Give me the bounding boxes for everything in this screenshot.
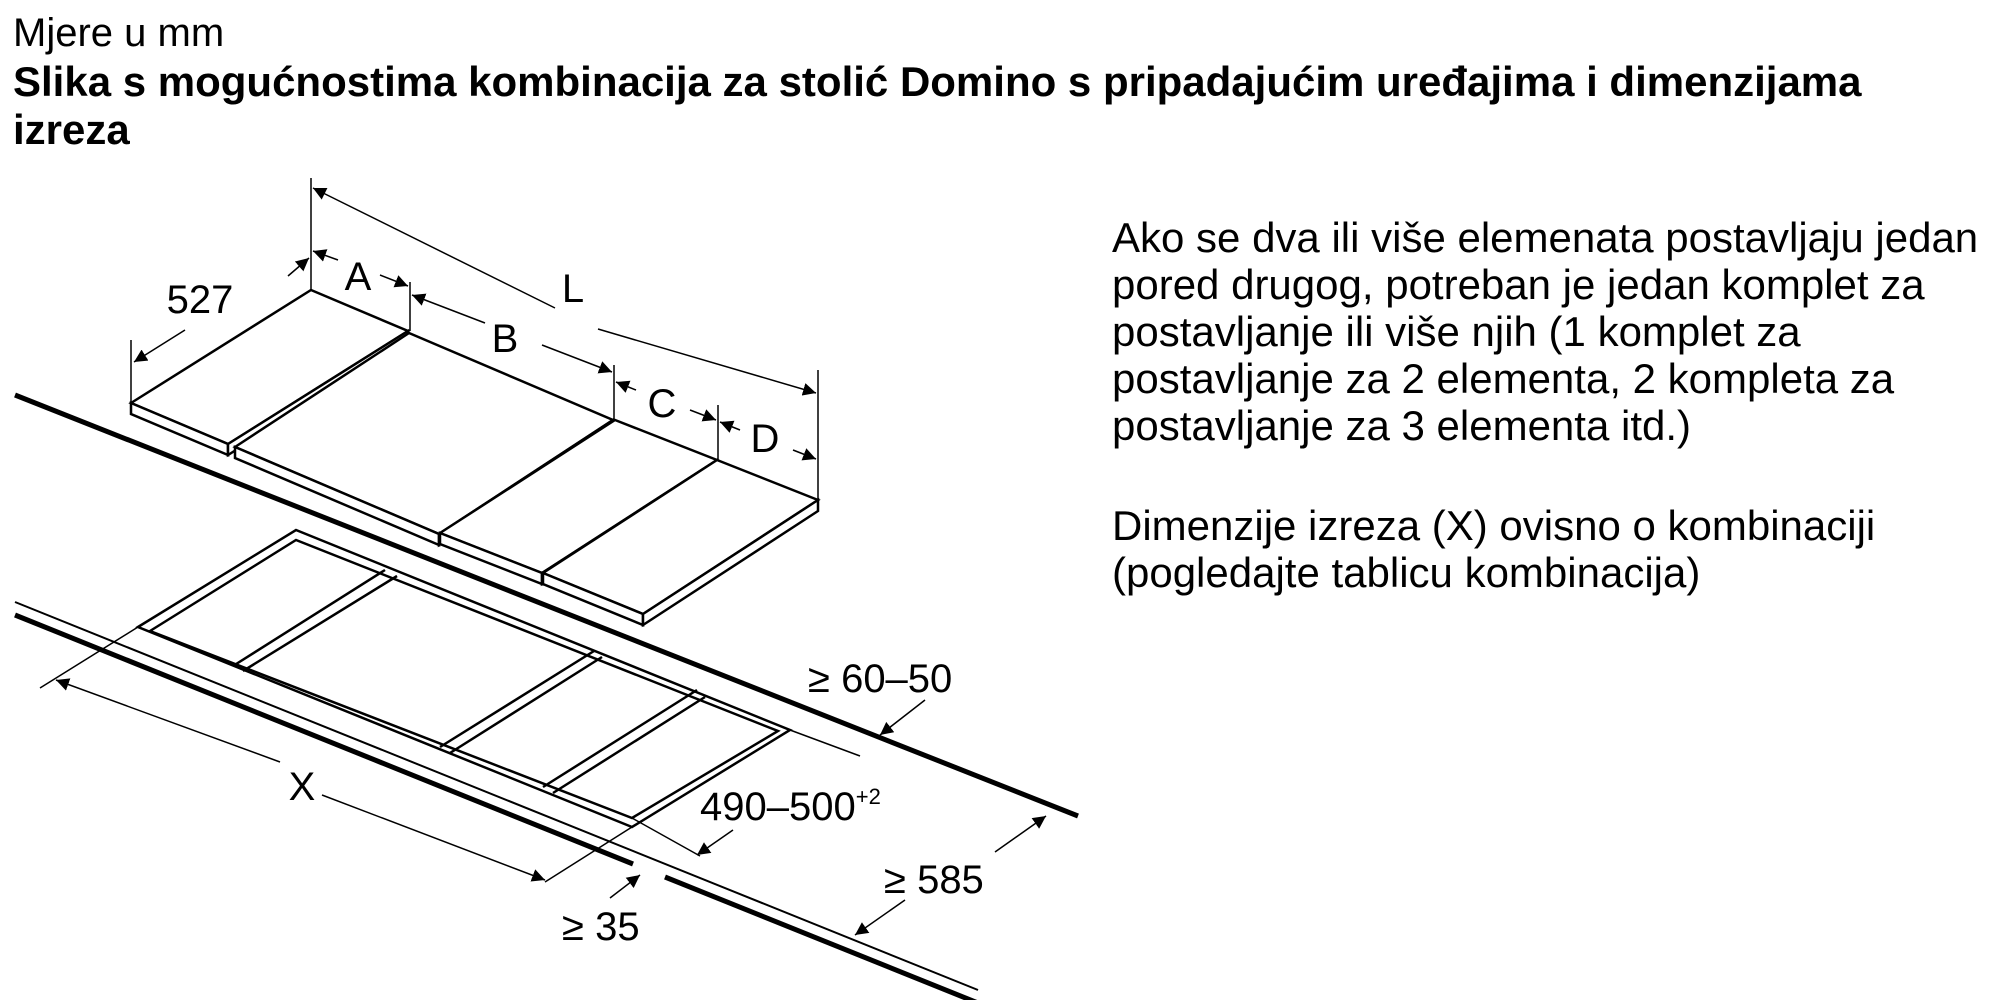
dim-X-arrow-right xyxy=(322,795,545,880)
notes xyxy=(1112,214,1992,596)
dim-label-x: X xyxy=(288,765,316,809)
dim-35-arrow xyxy=(610,875,640,898)
dim-B-arrow-left xyxy=(412,295,485,323)
dim-585-arrow-bottom xyxy=(855,900,905,935)
dim-527-arrow-bottom xyxy=(134,330,185,362)
dim-490-arrow xyxy=(697,830,733,855)
units-label: Mjere u mm xyxy=(13,11,225,55)
dim-585-arrow-top xyxy=(995,816,1046,852)
cutout-depth-value: 490–500 xyxy=(700,785,856,829)
dim-label-b: B xyxy=(491,317,519,361)
dim-label-c: C xyxy=(647,382,677,426)
note-paragraph-1: Ako se dva ili više elemenata postavljaju jedan pored drugog, potreban je jedan komplet za postavljanje ili više njih (1 komplet za postavljanje za 2 elementa, 2 kompleta za postavljanje za 3 elementa itd.) xyxy=(1112,214,1979,449)
dim-label-cutout-depth xyxy=(700,784,881,829)
dim-label-worktop-depth: ≥ 585 xyxy=(884,858,984,902)
dim-D-arrow-left xyxy=(720,422,740,430)
dim-C-arrow-left xyxy=(616,382,636,390)
dim-label-a: A xyxy=(344,255,372,299)
note-paragraph-2: Dimenzije izreza (X) ovisno o kombinaciji (pogledajte tablicu kombinacija) xyxy=(1112,502,1876,596)
dim-B-arrow-right xyxy=(542,345,612,372)
dim-label-l: L xyxy=(561,267,585,311)
dim-A-arrow-left xyxy=(313,251,338,260)
dim-label-front-clearance: ≥ 35 xyxy=(562,905,640,949)
dim-D-arrow-right xyxy=(793,450,816,459)
dim-C-arrow-right xyxy=(690,410,716,420)
cutout-depth-tolerance: +2 xyxy=(855,784,881,809)
dim-label-d: D xyxy=(750,417,780,461)
dim-X-arrow-left xyxy=(56,680,280,762)
dim-A-arrow-right xyxy=(380,275,408,286)
dim-527-arrow-top xyxy=(288,258,309,276)
dim-60-arrow xyxy=(880,700,925,735)
dim-label-rear-clearance: ≥ 60–50 xyxy=(808,657,953,701)
dim-label-527: 527 xyxy=(166,278,234,322)
page-title: Slika s mogućnostima kombinacija za stolić Domino s pripadajućim uređajima i dimenzijama izreza xyxy=(13,58,1862,153)
dim-L-arrow-right xyxy=(598,329,816,393)
